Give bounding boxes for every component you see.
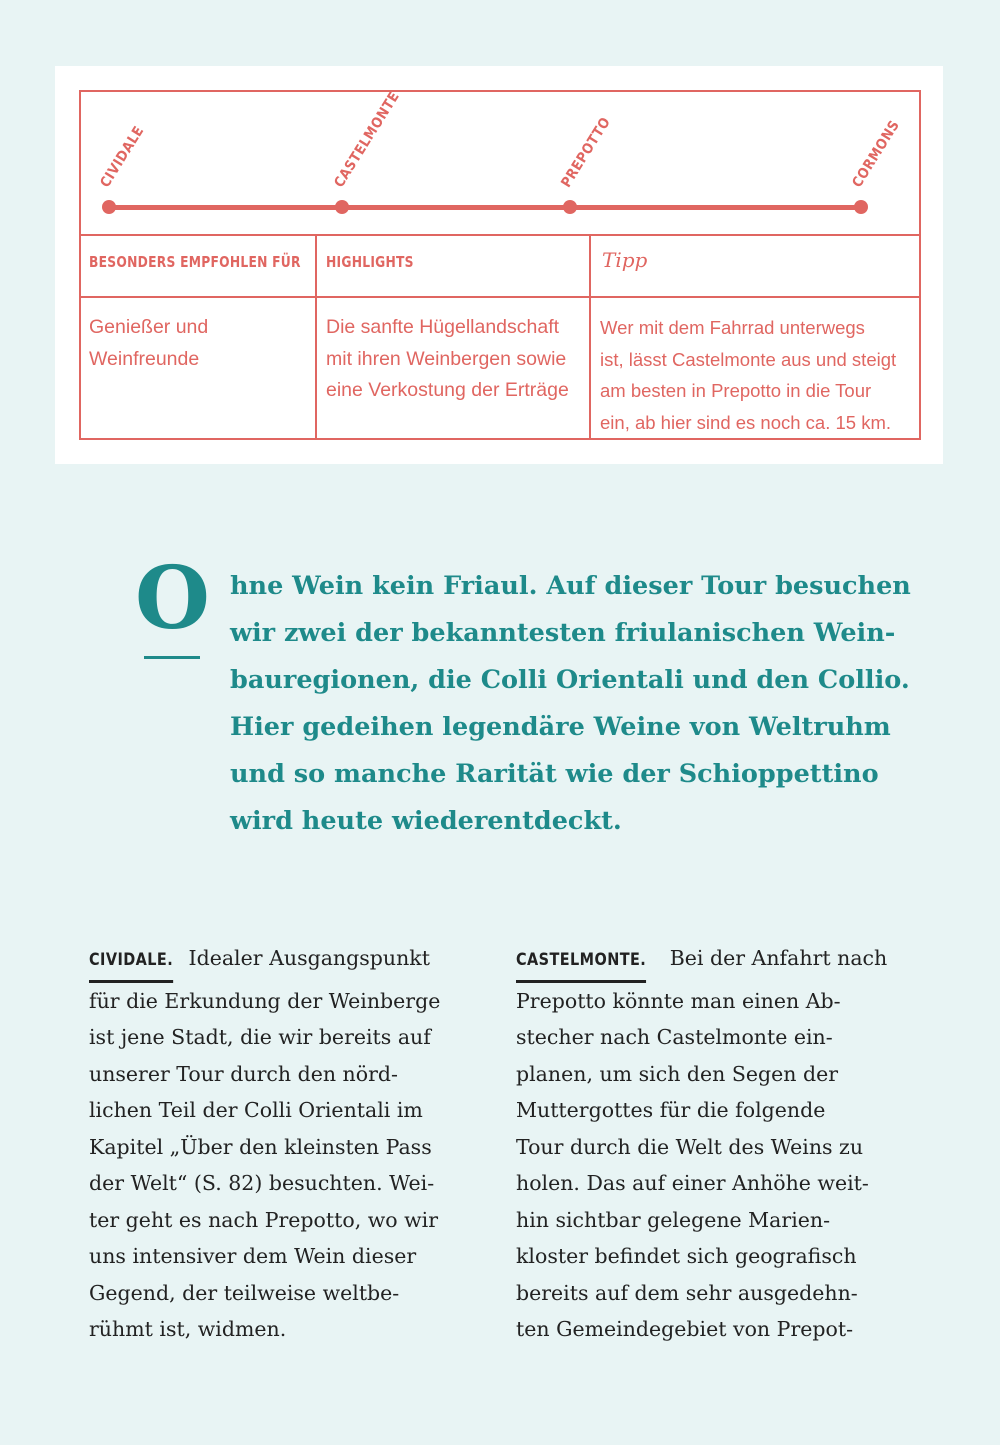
- body-line: Kapitel „Über den kleinsten Pass: [89, 1134, 432, 1159]
- recommended-text: [89, 312, 208, 375]
- body-line: Tour durch die Welt des Weins zu: [516, 1134, 864, 1159]
- table-column-divider: [589, 234, 591, 440]
- dropcap-rule: [144, 656, 200, 659]
- body-first-line: Idealer Ausgangspunkt: [181, 946, 430, 970]
- intro-line: wird heute wiederentdeckt.: [230, 806, 622, 836]
- table-divider-top: [79, 234, 921, 236]
- route-stop-dot-cividale: [102, 200, 116, 214]
- body-column-left: [89, 940, 489, 1348]
- body-line: für die Erkundung der Weinberge: [89, 988, 441, 1013]
- body-line: lichen Teil der Colli Orientali im: [89, 1098, 423, 1122]
- route-stop-dot-prepotto: [563, 200, 577, 214]
- body-line: rühmt ist, widmen.: [89, 1317, 287, 1341]
- recommended-line: Genießer und: [89, 316, 209, 338]
- body-line: hin sichtbar gelegene Marien-: [516, 1207, 831, 1232]
- body-line: holen. Das auf einer Anhöhe weit-: [516, 1171, 869, 1195]
- intro-line: wir zwei der bekanntesten friulanischen Wein-: [230, 618, 896, 648]
- tip-line: ein, ab hier sind es noch ca. 15 km.: [600, 411, 892, 433]
- tip-text: [600, 312, 896, 438]
- body-line: stecher nach Castelmonte ein-: [516, 1025, 833, 1049]
- body-line: Prepotto könnte man einen Ab-: [516, 988, 841, 1013]
- body-line: uns intensiver dem Wein dieser: [89, 1244, 417, 1268]
- tip-line: ist, lässt Castelmonte aus und steigt: [600, 348, 897, 370]
- body-line: der Welt“ (S. 82) besuchten. Wei-: [89, 1171, 435, 1195]
- body-line: Gegend, der teilweise weltbe-: [89, 1280, 400, 1305]
- section-runin-cividale: CIVIDALE.: [89, 942, 173, 983]
- intro-line: Hier gedeihen legendäre Weine von Weltruhm: [230, 712, 891, 742]
- recommended-line: Weinfreunde: [89, 347, 200, 370]
- route-stop-label-cormons: CORMONS: [849, 117, 904, 191]
- section-runin-castelmonte: CASTELMONTE.: [516, 942, 646, 983]
- intro-paragraph: [230, 563, 930, 845]
- table-column-divider: [315, 234, 317, 440]
- tip-line: Wer mit dem Fahrrad unterwegs: [600, 317, 865, 338]
- tip-line: am besten in Prepotto in die Tour: [600, 380, 872, 401]
- route-stop-label-castelmonte: CASTELMONTE: [331, 88, 404, 191]
- body-line: unserer Tour durch den nörd-: [89, 1061, 398, 1086]
- intro-line: hne Wein kein Friaul. Auf dieser Tour besuchen: [230, 571, 911, 601]
- body-line: ten Gemeindegebiet von Prepot-: [516, 1317, 853, 1341]
- table-divider-header: [79, 296, 921, 298]
- route-stop-dot-cormons: [854, 200, 868, 214]
- body-line: kloster befindet sich geografisch: [516, 1244, 857, 1268]
- body-line: ter geht es nach Prepotto, wo wir: [89, 1207, 439, 1232]
- highlights-heading: HIGHLIGHTS: [326, 253, 414, 271]
- intro-line: und so manche Rarität wie der Schioppettino: [230, 759, 879, 789]
- body-line: bereits auf dem sehr ausgedehn-: [516, 1280, 858, 1305]
- intro-dropcap: O: [135, 548, 210, 649]
- intro-line: bauregionen, die Colli Orientali und den Collio.: [230, 665, 910, 695]
- highlights-text: [326, 312, 569, 407]
- route-stop-label-cividale: CIVIDALE: [97, 123, 148, 191]
- body-line: ist jene Stadt, die wir bereits auf: [89, 1025, 431, 1049]
- highlights-line: Die sanfte Hügellandschaft: [326, 316, 560, 338]
- route-stop-label-prepotto: PREPOTTO: [558, 114, 615, 191]
- body-first-line: Bei der Anfahrt nach: [663, 946, 888, 970]
- highlights-line: mit ihren Weinbergen sowie: [326, 347, 567, 370]
- body-line: Muttergottes für die folgende: [516, 1098, 826, 1122]
- body-line: planen, um sich den Segen der: [516, 1061, 839, 1086]
- body-column-right: [516, 940, 916, 1348]
- route-stop-dot-castelmonte: [335, 200, 349, 214]
- highlights-line: eine Verkostung der Erträge: [326, 379, 569, 401]
- recommended-heading: BESONDERS EMPFOHLEN FÜR: [89, 253, 301, 271]
- route-line: [109, 205, 862, 210]
- tip-heading: Tipp: [602, 248, 648, 272]
